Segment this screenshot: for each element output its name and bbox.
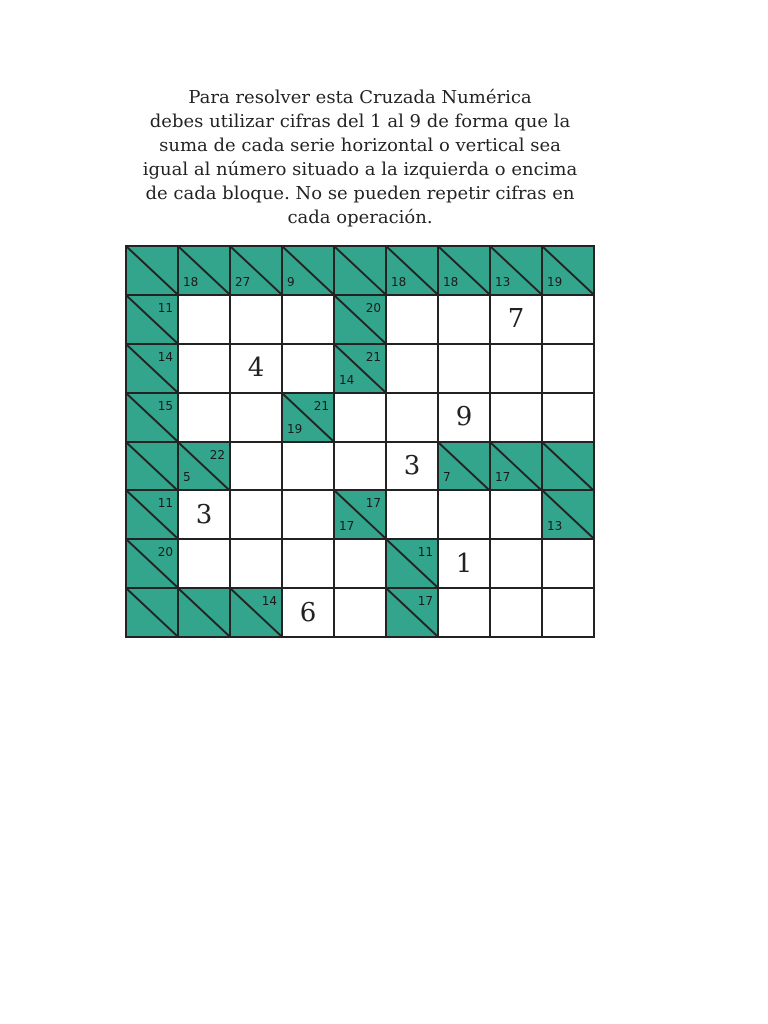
clue-cell	[282, 246, 334, 295]
answer-cell[interactable]	[490, 490, 542, 539]
answer-cell[interactable]	[386, 344, 438, 393]
answer-cell[interactable]	[438, 393, 490, 442]
answer-cell[interactable]	[490, 295, 542, 344]
instructions-line: igual al número situado a la izquierda o encima	[142, 159, 578, 180]
answer-cell[interactable]	[282, 442, 334, 491]
clue-down-sum: 13	[547, 519, 563, 534]
clue-cell	[282, 393, 334, 442]
clue-down-sum: 18	[391, 274, 407, 289]
answer-cell[interactable]	[178, 490, 230, 539]
answer-cell[interactable]	[438, 539, 490, 588]
given-digit: 4	[247, 353, 265, 384]
clue-across-sum: 14	[157, 349, 173, 364]
clue-cell	[386, 246, 438, 295]
clue-diagonal	[179, 589, 229, 636]
answer-cell[interactable]	[542, 344, 594, 393]
clue-down-sum: 19	[287, 421, 303, 436]
answer-cell[interactable]	[230, 539, 282, 588]
answer-cell[interactable]	[282, 344, 334, 393]
answer-cell[interactable]	[490, 539, 542, 588]
clue-across-sum: 11	[417, 545, 433, 560]
instructions-line: debes utilizar cifras del 1 al 9 de forma que la	[149, 111, 571, 132]
clue-cell	[386, 539, 438, 588]
answer-cell[interactable]	[542, 393, 594, 442]
clue-cell	[126, 344, 178, 393]
instructions-line: Para resolver esta Cruzada Numérica	[188, 87, 532, 108]
answer-cell[interactable]	[334, 442, 386, 491]
answer-cell[interactable]	[178, 344, 230, 393]
clue-across-sum: 15	[157, 398, 173, 413]
clue-cell	[542, 442, 594, 491]
answer-cell[interactable]	[334, 588, 386, 637]
clue-across-sum: 11	[157, 496, 173, 511]
instructions-text	[110, 86, 610, 230]
clue-cell	[334, 246, 386, 295]
answer-cell[interactable]	[386, 393, 438, 442]
clue-cell	[334, 344, 386, 393]
clue-cell	[438, 246, 490, 295]
clue-down-sum: 13	[495, 274, 511, 289]
clue-cell	[542, 246, 594, 295]
given-digit: 3	[403, 450, 421, 481]
clue-across-sum: 17	[417, 594, 433, 609]
clue-diagonal	[127, 247, 177, 294]
clue-down-sum: 5	[183, 470, 191, 485]
answer-cell[interactable]	[438, 588, 490, 637]
clue-diagonal	[543, 443, 593, 490]
clue-down-sum: 27	[235, 274, 251, 289]
clue-cell	[178, 246, 230, 295]
clue-down-sum: 14	[339, 372, 355, 387]
clue-cell	[542, 490, 594, 539]
answer-cell[interactable]	[386, 490, 438, 539]
clue-cell	[126, 442, 178, 491]
answer-cell[interactable]	[334, 539, 386, 588]
clue-diagonal	[127, 443, 177, 490]
answer-cell[interactable]	[490, 393, 542, 442]
clue-cell	[126, 539, 178, 588]
clue-cell	[334, 490, 386, 539]
clue-cell	[126, 246, 178, 295]
clue-across-sum: 21	[365, 349, 381, 364]
given-digit: 1	[455, 548, 473, 579]
answer-cell[interactable]	[282, 588, 334, 637]
instructions-line: de cada bloque. No se pueden repetir cifras en	[145, 183, 575, 204]
kakuro-board	[125, 245, 595, 638]
clue-across-sum: 14	[261, 594, 277, 609]
answer-cell[interactable]	[178, 393, 230, 442]
clue-down-sum: 19	[547, 274, 563, 289]
given-digit: 6	[299, 597, 317, 628]
clue-cell	[490, 442, 542, 491]
clue-cell	[178, 442, 230, 491]
clue-down-sum: 9	[287, 274, 295, 289]
answer-cell[interactable]	[386, 295, 438, 344]
given-digit: 7	[507, 304, 525, 335]
answer-cell[interactable]	[386, 442, 438, 491]
clue-diagonal	[335, 247, 385, 294]
clue-down-sum: 18	[183, 274, 199, 289]
clue-cell	[490, 246, 542, 295]
clue-across-sum: 11	[157, 300, 173, 315]
clue-cell	[178, 588, 230, 637]
answer-cell[interactable]	[178, 539, 230, 588]
clue-across-sum: 21	[313, 398, 329, 413]
answer-cell[interactable]	[282, 490, 334, 539]
clue-cell	[126, 588, 178, 637]
answer-cell[interactable]	[282, 539, 334, 588]
instructions-line: suma de cada serie horizontal o vertical sea	[159, 135, 561, 156]
answer-cell[interactable]	[230, 295, 282, 344]
answer-cell[interactable]	[282, 295, 334, 344]
answer-cell[interactable]	[230, 490, 282, 539]
clue-diagonal	[127, 589, 177, 636]
answer-cell[interactable]	[438, 295, 490, 344]
answer-cell[interactable]	[230, 344, 282, 393]
answer-cell[interactable]	[334, 393, 386, 442]
clue-down-sum: 17	[339, 519, 355, 534]
clue-cell	[126, 393, 178, 442]
answer-cell[interactable]	[490, 588, 542, 637]
given-digit: 3	[195, 499, 213, 530]
clue-across-sum: 20	[157, 545, 173, 560]
instructions-line: cada operación.	[287, 207, 433, 228]
answer-cell[interactable]	[542, 588, 594, 637]
clue-cell	[126, 490, 178, 539]
clue-cell	[230, 246, 282, 295]
clue-across-sum: 17	[365, 496, 381, 511]
clue-cell	[230, 588, 282, 637]
clue-cell	[386, 588, 438, 637]
answer-cell[interactable]	[438, 490, 490, 539]
answer-cell[interactable]	[542, 295, 594, 344]
clue-cell	[126, 295, 178, 344]
answer-cell[interactable]	[178, 295, 230, 344]
answer-cell[interactable]	[230, 393, 282, 442]
answer-cell[interactable]	[438, 344, 490, 393]
given-digit: 9	[455, 402, 473, 433]
clue-cell	[438, 442, 490, 491]
clue-down-sum: 18	[443, 274, 459, 289]
clue-across-sum: 22	[209, 447, 225, 462]
clue-across-sum: 20	[365, 300, 381, 315]
answer-cell[interactable]	[230, 442, 282, 491]
clue-cell	[334, 295, 386, 344]
answer-cell[interactable]	[542, 539, 594, 588]
clue-down-sum: 17	[495, 470, 511, 485]
clue-down-sum: 7	[443, 470, 451, 485]
answer-cell[interactable]	[490, 344, 542, 393]
